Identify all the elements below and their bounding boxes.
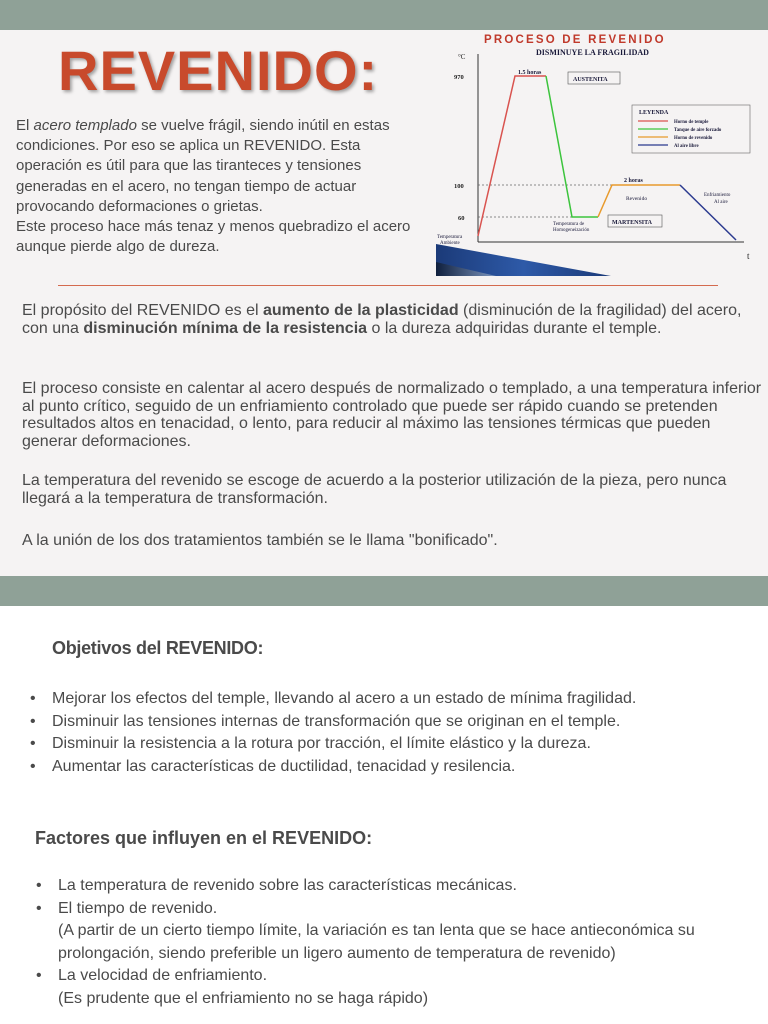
bullet-icon: • bbox=[30, 757, 36, 775]
list-item-text: La velocidad de enfriamiento. bbox=[58, 967, 268, 984]
bullet-icon: • bbox=[30, 690, 36, 707]
diagram-title: PROCESO DE REVENIDO bbox=[484, 34, 666, 46]
intro-text bbox=[16, 116, 426, 257]
label-revenido: Revenido bbox=[626, 196, 648, 202]
p1-text: El propósito del REVENIDO es el bbox=[22, 302, 263, 319]
label-temp-homog-1: Temperatura de bbox=[553, 222, 585, 227]
slide-1 bbox=[0, 30, 768, 576]
list-item-text: Disminuir las tensiones internas de transformación que se originan en el temple. bbox=[52, 712, 621, 730]
label-temp-amb-2: Ambiente bbox=[440, 241, 460, 246]
list-item bbox=[36, 875, 736, 898]
intro-emphasis: acero templado bbox=[33, 117, 137, 134]
list-item bbox=[30, 756, 750, 779]
factores-list bbox=[36, 875, 736, 1010]
label-al-aire: Al aire bbox=[714, 200, 728, 205]
label-martensita: MARTENSITA bbox=[612, 220, 653, 226]
diagram-legend bbox=[632, 105, 750, 153]
list-item-text: La temperatura de revenido sobre las características mecánicas. bbox=[58, 877, 517, 894]
page-title: REVENIDO: bbox=[58, 39, 379, 102]
intro-pre: El bbox=[16, 117, 34, 134]
list-item-text: Mejorar los efectos del temple, llevando al acero a un estado de mínima fragilidad. bbox=[52, 690, 637, 707]
bullet-icon: • bbox=[36, 967, 42, 984]
bullet-icon: • bbox=[36, 877, 42, 894]
purpose-paragraph bbox=[22, 302, 762, 337]
tempering-process-diagram bbox=[436, 30, 754, 276]
tick-100: 100 bbox=[454, 183, 464, 190]
middle-band bbox=[0, 576, 768, 606]
y-unit-label: °C bbox=[458, 53, 466, 61]
p1-text: (disminución de la fragilidad) del acero, con una bbox=[22, 302, 742, 337]
tick-60: 60 bbox=[458, 215, 465, 222]
bullet-icon: • bbox=[30, 735, 36, 752]
top-band bbox=[0, 0, 768, 30]
p1-bold-plasticidad: aumento de la plasticidad bbox=[263, 302, 459, 319]
label-1-5-horas: 1.5 horas bbox=[518, 70, 542, 76]
slide-2 bbox=[0, 606, 768, 1024]
label-temp-homog-2: Homogeneización bbox=[553, 228, 590, 233]
x-unit-label: t bbox=[747, 251, 750, 261]
list-item bbox=[30, 733, 750, 756]
section-divider bbox=[58, 285, 718, 286]
list-item-text: Aumentar las características de ductilidad, tenacidad y resilencia. bbox=[52, 757, 516, 775]
objetivos-heading: Objetivos del REVENIDO: bbox=[52, 638, 264, 658]
label-2-horas: 2 horas bbox=[624, 178, 643, 184]
factores-heading: Factores que influyen en el REVENIDO: bbox=[35, 828, 373, 848]
list-item bbox=[30, 688, 750, 711]
process-paragraph: El proceso consiste en calentar al acero después de normalizado o templado, a una temperatura inferior al punto crítico, seguido de un enfriamiento controlado que puede ser rápido cuando se pretenden resultados altos en tenacidad, o lento, para reducir al máximo las tensiones térmicas que pueden generar deformaciones. bbox=[22, 380, 762, 450]
label-enfriamiento: Enfriamiento bbox=[704, 193, 731, 198]
list-item bbox=[36, 965, 736, 1010]
p1-bold-resistencia: disminución mínima de la resistencia bbox=[83, 319, 368, 337]
legend-item: Horno de temple bbox=[674, 120, 709, 125]
intro-post: se vuelve frágil, siendo inútil en estas condiciones. Por eso se aplica un REVENIDO. Esta operación es útil para que las tiranteces y tensiones generadas en el acero, no tengan tiempo de actuar provocando deformaciones o grietas. bbox=[16, 117, 390, 215]
legend-item: Al aire libre bbox=[674, 144, 699, 149]
bonificado-paragraph: A la unión de los dos tratamientos también se le llama "bonificado". bbox=[22, 532, 498, 549]
list-item-text: Disminuir la resistencia a la rotura por tracción, el límite elástico y la dureza. bbox=[52, 735, 591, 752]
label-austenita: AUSTENITA bbox=[573, 77, 608, 83]
tick-970: 970 bbox=[454, 74, 464, 81]
label-temp-amb-1: Temperatura bbox=[437, 235, 463, 240]
list-item bbox=[30, 711, 750, 734]
list-item-text: El tiempo de revenido. bbox=[58, 899, 218, 917]
list-item-note: (A partir de un cierto tiempo límite, la variación es tan lenta que se hace antieconómica su prolongación, siendo preferible un ligero aumento de temperatura de revenido) bbox=[58, 922, 695, 962]
diagram-subtitle: DISMINUYE LA FRAGILIDAD bbox=[536, 48, 649, 57]
legend-title: LEYENDA bbox=[639, 110, 669, 116]
temperature-paragraph: La temperatura del revenido se escoge de acuerdo a la posterior utilización de la pieza, pero nunca llegará a la temperatura de transformación. bbox=[22, 472, 727, 507]
legend-item: Tanque de aire forzado bbox=[674, 128, 722, 133]
p1-text: o la dureza adquiridas durante el temple. bbox=[367, 319, 662, 337]
bullet-icon: • bbox=[30, 712, 36, 730]
legend-item: Horno de revenido bbox=[674, 136, 713, 141]
bullet-icon: • bbox=[36, 899, 42, 917]
intro-paragraph bbox=[16, 116, 426, 217]
list-item-note: (Es prudente que el enfriamiento no se haga rápido) bbox=[58, 989, 429, 1007]
objetivos-list bbox=[30, 688, 750, 778]
intro-line2: Este proceso hace más tenaz y menos quebradizo el acero aunque pierde algo de dureza. bbox=[16, 218, 411, 256]
list-item bbox=[36, 898, 736, 966]
